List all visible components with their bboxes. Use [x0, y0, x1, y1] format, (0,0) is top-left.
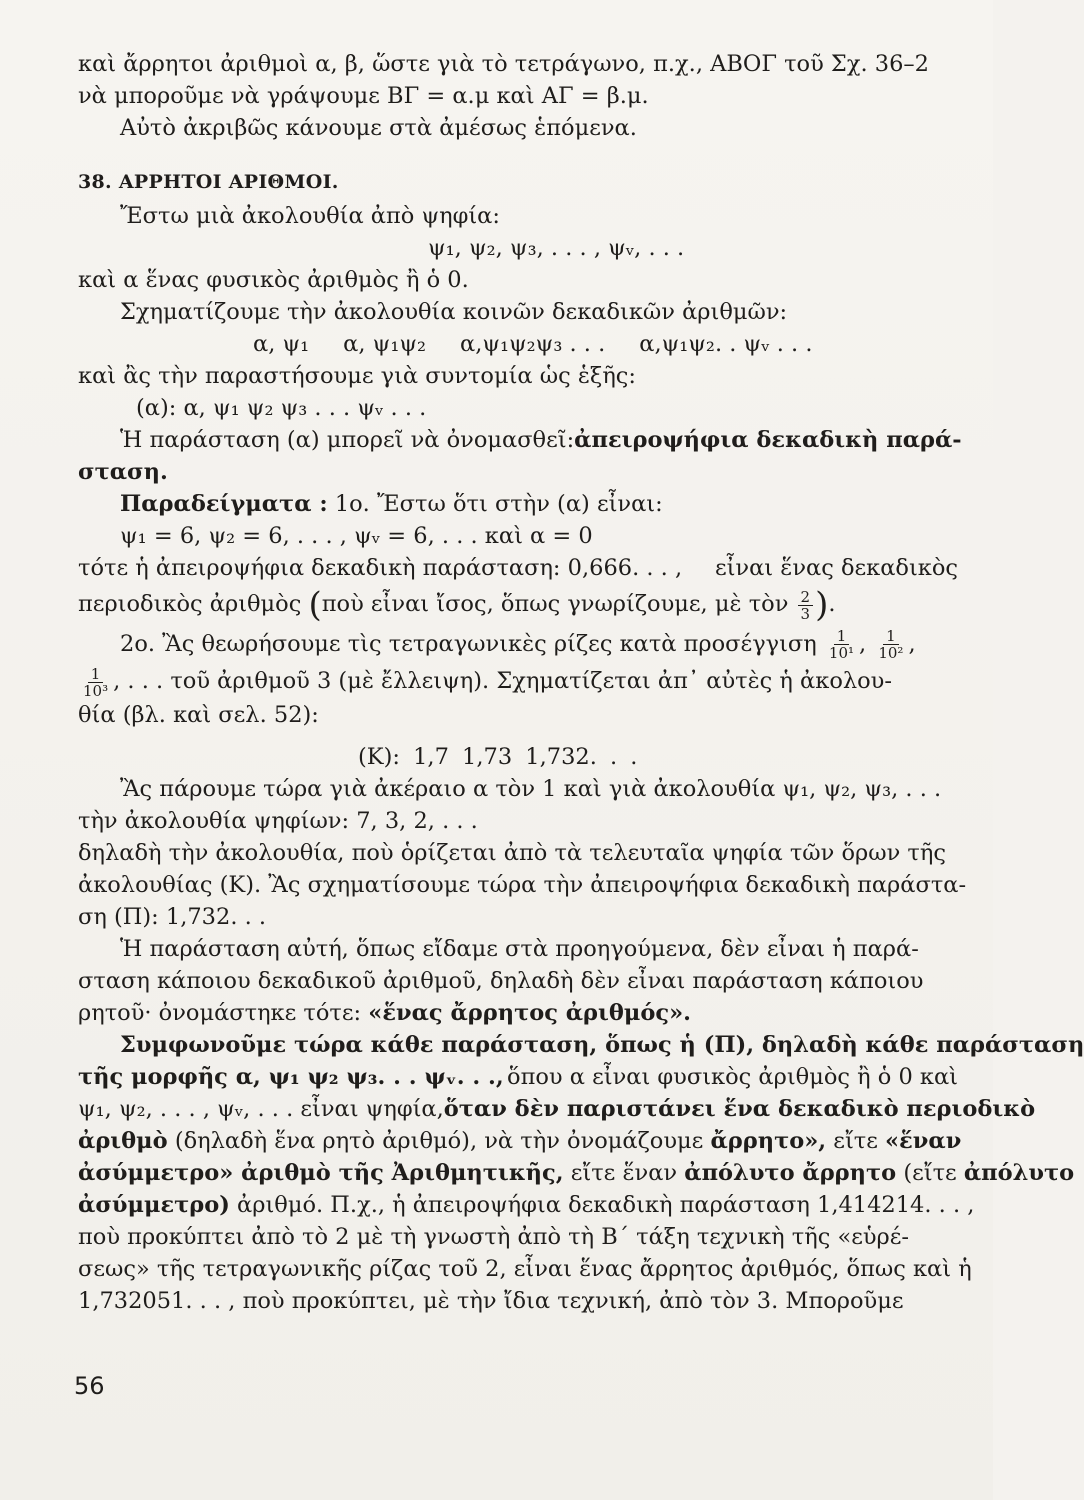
text-span: ρητοῦ· ὀνομάστηκε τότε: [78, 999, 362, 1026]
text-line: σεως» τῆς τετραγωνικῆς ρίζας τοῦ 2, εἶναι ἕνας ἄρρητος ἀριθμός, ὅπως καὶ ἡ [78, 1255, 972, 1282]
fraction-numerator: 2 [798, 589, 814, 606]
text-span: 1ο. Ἔστω ὅτι στὴν (α) εἶναι: [334, 491, 663, 517]
fraction [798, 589, 814, 622]
text-span: ὅπου α εἶναι φυσικὸς ἀριθμὸς ἢ ὁ 0 καὶ [507, 1063, 958, 1090]
fraction-numerator: 1 [834, 628, 850, 645]
bold-term: «ἕναν [885, 1127, 962, 1154]
text-line: θία (βλ. καὶ σελ. 52): [78, 701, 319, 728]
bold-term: ἀπόλυτο [963, 1159, 1075, 1186]
text-span: εἴτε ἕναν [570, 1159, 678, 1186]
text-line: 2ο. Ἂς θεωρήσουμε τὶς τετραγωνικὲς ρίζες κατὰ προσέγγιση $\frac{1}{\text{10¹}}$ , $\frac{1}{\text{10²}}$ , [120, 627, 916, 662]
math-line: (Κ): 1,7 1,73 1,732. . . [358, 743, 638, 770]
fraction [875, 628, 906, 661]
text-line: Ἔστω μιὰ ἀκολουθία ἀπὸ ψηφία: [120, 203, 500, 229]
text-span: ποὺ εἶναι ἴσος, ὅπως γνωρίζουμε, μὲ τὸν [321, 591, 789, 617]
text-span: (εἴτε [903, 1159, 957, 1186]
text-line: ση (Π): 1,732. . . [78, 903, 267, 930]
bold-term: ὅταν δὲν παριστάνει ἕνα δεκαδικὸ περιοδικὸ [443, 1095, 1036, 1122]
bold-term: ἀσύμμετρο) [78, 1191, 230, 1218]
text-line [78, 552, 958, 584]
page-body [78, 48, 1084, 1317]
bold-term: ἀριθμὸ [78, 1127, 168, 1154]
fraction-denominator: 10³ [83, 681, 109, 700]
text-span: . . . τοῦ ἀριθμοῦ 3 (μὲ ἔλλειψη). Σχηματίζεται ἀπ᾽ αὐτὲς ἡ ἀκολου- [127, 668, 892, 694]
text-line [78, 1093, 1036, 1125]
text-line: Αὐτὸ ἀκριβῶς κάνουμε στὰ ἀμέσως ἑπόμενα. [120, 115, 637, 141]
sequence-term: α, ψ₁ [253, 331, 310, 357]
text-line [78, 48, 958, 80]
text-line: Ἂς πάρουμε τώρα γιὰ ἀκέραιο α τὸν 1 καὶ γιὰ ἀκολουθία ψ₁, ψ₂, ψ₃, . . . [120, 775, 942, 802]
text-line [78, 1125, 962, 1157]
fraction-denominator: 3 [800, 604, 811, 623]
sequence-term: α, ψ₁ψ₂ [343, 331, 426, 357]
text-line: σταση κάποιου δεκαδικοῦ ἀριθμοῦ, δηλαδὴ δὲν εἶναι παράσταση κάποιου [78, 967, 924, 994]
bold-term: Συμφωνοῦμε τώρα κάθε παράσταση, ὅπως ἡ (Π), δηλαδὴ κάθε παράσταση [120, 1031, 1084, 1058]
text-line: καὶ α ἕνας φυσικὸς ἀριθμὸς ἢ ὁ 0. [78, 267, 469, 293]
bold-term: τῆς μορφῆς α, ψ₁ ψ₂ ψ₃. . . ψᵥ. . ., [78, 1063, 504, 1090]
text-line: περιοδικὸς ἀριθμὸς (ποὺ εἶναι ἴσος, ὅπως γνωρίζουμε, μὲ τὸν $\frac{2}{3}$ ). [78, 585, 836, 625]
text-line [78, 1157, 1075, 1189]
text-line [78, 488, 958, 520]
text-line: $\frac{1}{\text{10³}}$ , . . . τοῦ ἀριθμοῦ 3 (μὲ ἔλλειψη). Σχηματίζεται ἀπ᾽ αὐτὲς ἡ ἀκολου- [78, 665, 958, 699]
fraction-numerator: 1 [883, 628, 899, 645]
text-line: νὰ μποροῦμε νὰ γράψουμε ΒΓ = α.μ καὶ ΑΓ = β.μ. [78, 83, 649, 109]
text-line: τὴν ἀκολουθία ψηφίων: 7, 3, 2, . . . [78, 807, 478, 834]
bold-term: ἀσύμμετρο» ἀριθμὸ τῆς Ἀριθμητικῆς, [78, 1159, 564, 1186]
text-line: 1,732051. . . , ποὺ προκύπτει, μὲ τὴν ἴδια τεχνική, ἀπὸ τὸν 3. Μποροῦμε [78, 1287, 904, 1314]
text-line: καὶ ἂς τὴν παραστήσουμε γιὰ συντομία ὡς ἑξῆς: [78, 363, 636, 389]
text-line [78, 1189, 975, 1221]
fraction-denominator: 10² [878, 644, 904, 662]
sequence-term: α,ψ₁ψ₂. . ψᵥ . . . [639, 331, 813, 357]
math-line: ψ₁ = 6, ψ₂ = 6, . . . , ψᵥ = 6, . . . καὶ α = 0 [120, 523, 593, 549]
math-line: (α): α, ψ₁ ψ₂ ψ₃ . . . ψᵥ . . . [136, 395, 427, 421]
text-line [78, 424, 962, 456]
text-span: 2ο. Ἂς θεωρήσουμε τὶς τετραγωνικὲς ρίζες κατὰ προσέγγιση [120, 630, 817, 657]
text-span: τότε ἡ ἀπειροψήφια δεκαδικὴ παράσταση: 0,666. . . , [78, 555, 683, 581]
text-line [78, 997, 958, 1029]
text-span: ψ₁, ψ₂, . . . , ψᵥ, . . . εἶναι ψηφία, [78, 1095, 444, 1122]
fraction-numerator: 1 [88, 666, 104, 683]
bold-term: ἀπειροψήφια δεκαδικὴ παρά- [574, 427, 962, 453]
bold-term: ἄρρητο», [710, 1127, 827, 1154]
text-line [78, 1061, 958, 1093]
text-span: εἶναι ἕνας δεκαδικὸς [714, 555, 958, 581]
text-span: Ἡ παράσταση (α) μπορεῖ νὰ ὀνομασθεῖ: [120, 427, 575, 453]
text-line: ἀκολουθίας (Κ). Ἂς σχηματίσουμε τώρα τὴν ἀπειροψήφια δεκαδικὴ παράστα- [78, 871, 967, 898]
section-heading: 38. ΑΡΡΗΤΟΙ ΑΡΙΘΜΟΙ. [78, 171, 339, 193]
text-line: Σχηματίζουμε τὴν ἀκολουθία κοινῶν δεκαδικῶν ἀριθμῶν: [120, 299, 788, 325]
bold-term: σταση. [78, 459, 168, 485]
text-line: Ἡ παράσταση αὐτή, ὅπως εἴδαμε στὰ προηγούμενα, δὲν εἶναι ἡ παρά- [120, 935, 919, 962]
text-span: καὶ ἄρρητοι ἀριθμοὶ α, β, ὥστε γιὰ τὸ τετράγωνο, π.χ., ΑΒΟΓ τοῦ Σχ. 36–2 [78, 51, 929, 77]
text-span: ἀριθμό. Π.χ., ἡ ἀπειροψήφια δεκαδικὴ παράσταση 1,414214. . . , [237, 1191, 975, 1218]
fraction-denominator: 10¹ [828, 644, 855, 662]
math-sequence [78, 328, 958, 360]
bold-term: Παραδείγματα : [120, 491, 328, 517]
text-span: εἴτε [833, 1127, 878, 1154]
text-line: ποὺ προκύπτει ἀπὸ τὸ 2 μὲ τὴ γνωστὴ ἀπὸ τὴ Β΄ τάξη τεχνικὴ τῆς «εὑρέ- [78, 1223, 910, 1250]
page-number: 56 [74, 1372, 105, 1400]
bold-term: ἀπόλυτο ἄρρητο [684, 1159, 897, 1186]
math-line: ψ₁, ψ₂, ψ₃, . . . , ψᵥ, . . . [428, 235, 685, 261]
text-span: περιοδικὸς ἀριθμὸς [78, 591, 302, 617]
text-span: (δηλαδὴ ἕνα ρητὸ ἀριθμό), νὰ τὴν ὀνομάζουμε [174, 1127, 704, 1154]
bold-term: «ἕνας ἄρρητος ἀριθμός». [368, 999, 691, 1026]
sequence-term: α,ψ₁ψ₂ψ₃ . . . [460, 331, 606, 357]
fraction [826, 628, 857, 661]
fraction [80, 666, 111, 699]
text-line: δηλαδὴ τὴν ἀκολουθία, ποὺ ὁρίζεται ἀπὸ τὰ τελευταῖα ψηφία τῶν ὅρων τῆς [78, 839, 946, 866]
